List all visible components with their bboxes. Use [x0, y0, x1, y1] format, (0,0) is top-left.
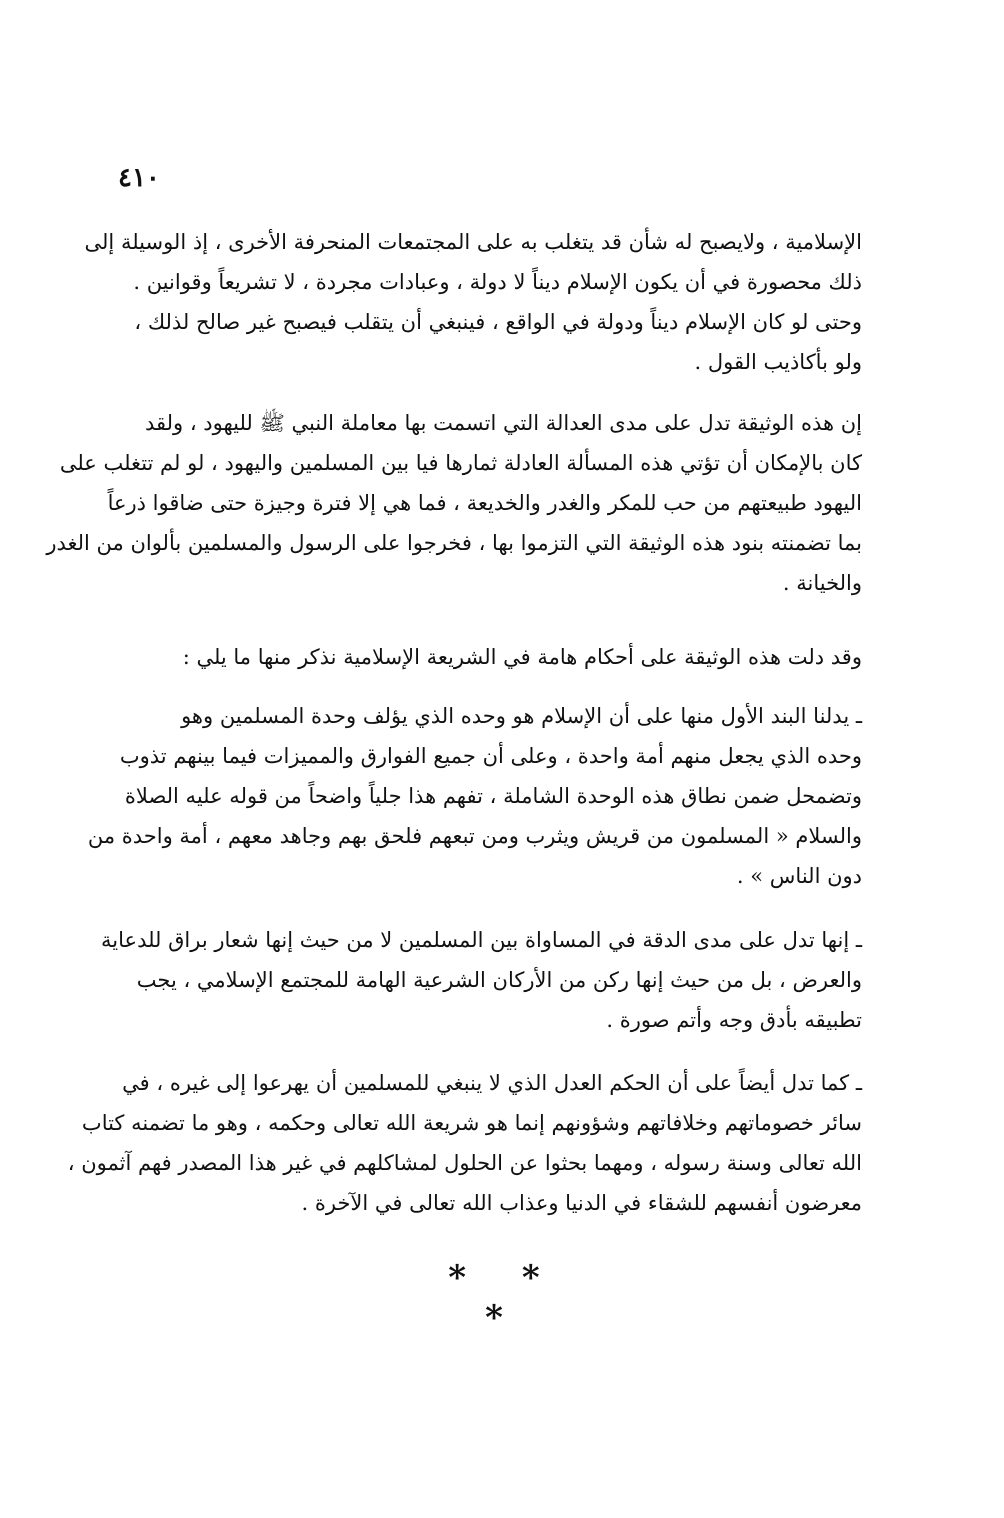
paragraph-line: والخيانة .: [782, 571, 862, 595]
paragraph-5: [101, 920, 862, 1040]
paragraph-line: ـ كما تدل أيضاً على أن الحكم العدل الذي لا ينبغي للمسلمين أن يهرعوا إلى غيره ، في: [122, 1071, 862, 1095]
paragraph-line: وحده الذي يجعل منهم أمة واحدة ، وعلى أن جميع الفوارق والمميزات فيما بينهم تذوب: [119, 744, 862, 768]
paragraph-1: [84, 222, 862, 382]
paragraph-6: [67, 1063, 862, 1223]
paragraph-line: تطبيقه بأدق وجه وأتم صورة .: [606, 1008, 862, 1032]
page-number: ٤١٠: [118, 163, 160, 193]
paragraph-line: بما تضمنته بنود هذه الوثيقة التي التزموا بها ، فخرجوا على الرسول والمسلمين بألوان من الغدر: [46, 531, 862, 555]
paragraph-line: إن هذه الوثيقة تدل على مدى العدالة التي اتسمت بها معاملة النبي ﷺ لليهود ، ولقد: [144, 411, 862, 435]
paragraph-line: الإسلامية ، ولايصبح له شأن قد يتغلب به على المجتمعات المنحرفة الأخرى ، إذ الوسيلة إلى: [84, 230, 862, 254]
paragraph-line: والعرض ، بل من حيث إنها ركن من الأركان الشرعية الهامة للمجتمع الإسلامي ، يجب: [136, 968, 862, 992]
paragraph-line: ـ إنها تدل على مدى الدقة في المساواة بين المسلمين لا من حيث إنها شعار براق للدعاية: [101, 928, 862, 952]
paragraph-2: [46, 403, 862, 603]
paragraph-line: ـ يدلنا البند الأول منها على أن الإسلام هو وحده الذي يؤلف وحدة المسلمين وهو: [181, 704, 862, 728]
paragraph-line: والسلام « المسلمون من قريش ويثرب ومن تبعهم فلحق بهم وجاهد معهم ، أمة واحدة من: [87, 824, 862, 848]
paragraph-line: كان بالإمكان أن تؤتي هذه المسألة العادلة ثمارها فيا بين المسلمين واليهود ، لو لم تتغلب على: [59, 451, 862, 475]
paragraph-line: اليهود طبيعتهم من حب للمكر والغدر والخديعة ، فما هي إلا فترة وجيزة حتى ضاقوا ذرعاً: [107, 491, 862, 515]
paragraph-line: سائر خصوماتهم وخلافاتهم وشؤونهم إنما هو شريعة الله تعالى وحكمه ، وهو ما تضمنه كتاب: [81, 1111, 862, 1135]
paragraph-line: معرضون أنفسهم للشقاء في الدنيا وعذاب الله تعالى في الآخرة .: [301, 1191, 862, 1215]
section-separator: * * *: [448, 1258, 562, 1338]
paragraph-line: الله تعالى وسنة رسوله ، ومهما بحثوا عن الحلول لمشاكلهم في غير هذا المصدر فهم آثمون ،: [67, 1151, 862, 1175]
paragraph-line: وقد دلت هذه الوثيقة على أحكام هامة في الشريعة الإسلامية نذكر منها ما يلي :: [182, 645, 862, 669]
paragraph-line: وحتى لو كان الإسلام ديناً ودولة في الواقع ، فينبغي أن يتقلب فيصبح غير صالح لذلك ،: [134, 310, 862, 334]
paragraph-line: دون الناس » .: [736, 864, 862, 888]
paragraph-line: ذلك محصورة في أن يكون الإسلام ديناً لا دولة ، وعبادات مجردة ، لا تشريعاً وقوانين .: [133, 270, 862, 294]
paragraph-line: وتضمحل ضمن نطاق هذه الوحدة الشاملة ، تفهم هذا جلياً واضحاً من قوله عليه الصلاة: [124, 784, 862, 808]
paragraph-4: [87, 696, 862, 896]
paragraph-3: [140, 637, 862, 677]
paragraph-line: ولو بأكاذيب القول .: [694, 350, 862, 374]
